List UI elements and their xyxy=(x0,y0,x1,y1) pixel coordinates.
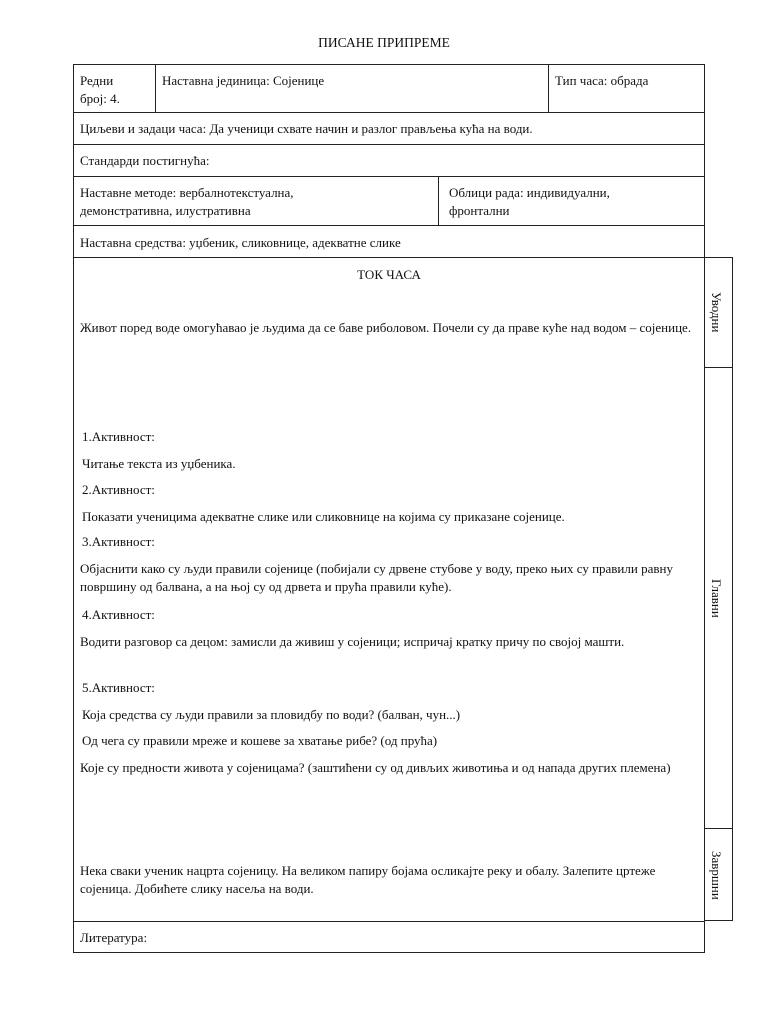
activity-2-label: 2.Активност: xyxy=(82,482,155,497)
side-label-uvodni: Уводни xyxy=(709,292,724,333)
activity-5-question-3: Које су предности живота у сојеницама? (заштићени су од дивљих животиња и од напада других племена) xyxy=(80,760,671,775)
tok-casa-heading: ТОК ЧАСА xyxy=(357,267,421,282)
activity-4-label: 4.Активност: xyxy=(82,607,155,622)
ciljevi-text: Циљеви и задаци часа: Да ученици схвате начин и разлог прављења кућа на води. xyxy=(80,121,533,136)
page-title: ПИСАНЕ ПРИПРЕМЕ xyxy=(318,35,450,50)
activity-5-label: 5.Активност: xyxy=(82,680,155,695)
side-label-glavni: Главни xyxy=(709,578,724,618)
sredstva-text: Наставна средства: уџбеник, сликовнице, адекватне слике xyxy=(80,235,401,250)
activity-3-text: Објаснити како су људи правили сојенице (побијали су дрвене стубове у воду, преко њих су правили равну површину од балвана, а на њој су од дрвета и прућа правили куће). xyxy=(80,561,673,594)
zavrsni-text: Нека сваки ученик нацрта сојеницу. На великом папиру бојама осликајте реку и обалу. Залепите цртеже сојеница. Добићете слику насеља на води. xyxy=(80,863,656,896)
activity-5-question-2: Од чега су правили мреже и кошеве за хватање рибе? (од прућа) xyxy=(82,733,438,748)
tip-casa: Тип часа: обрада xyxy=(555,73,649,88)
activity-1-label: 1.Активност: xyxy=(82,429,155,444)
literatura-text: Литература: xyxy=(80,930,148,945)
activity-2-text: Показати ученицима адекватне слике или сликовнице на којима су приказане сојенице. xyxy=(82,509,565,524)
redni-broj: Редни број: 4. xyxy=(80,73,120,106)
activity-1-text: Читање текста из уџбеника. xyxy=(82,456,236,471)
activity-5-question-1: Која средства су људи правили за пловидбу по води? (балван, чун...) xyxy=(82,707,461,722)
standardi-text: Стандарди постигнућа: xyxy=(80,153,210,168)
side-label-zavrsni: Завршни xyxy=(709,850,724,900)
oblici-text: Облици рада: индивидуални, фронтални xyxy=(449,185,610,218)
activity-3-label: 3.Активност: xyxy=(82,534,155,549)
metode-text: Наставне методе: вербалнотекстуална, демонстративна, илустративна xyxy=(80,185,294,218)
nastavna-jedinica: Наставна јединица: Сојенице xyxy=(162,73,325,88)
activity-4-text: Водити разговор са децом: замисли да живиш у сојеници; испричај кратку причу по својој машти. xyxy=(80,634,625,649)
uvodni-text: Живот поред воде омогућавао је људима да се баве риболовом. Почели су да праве куће над водом – сојенице. xyxy=(80,320,692,335)
literatura-row xyxy=(73,921,705,953)
